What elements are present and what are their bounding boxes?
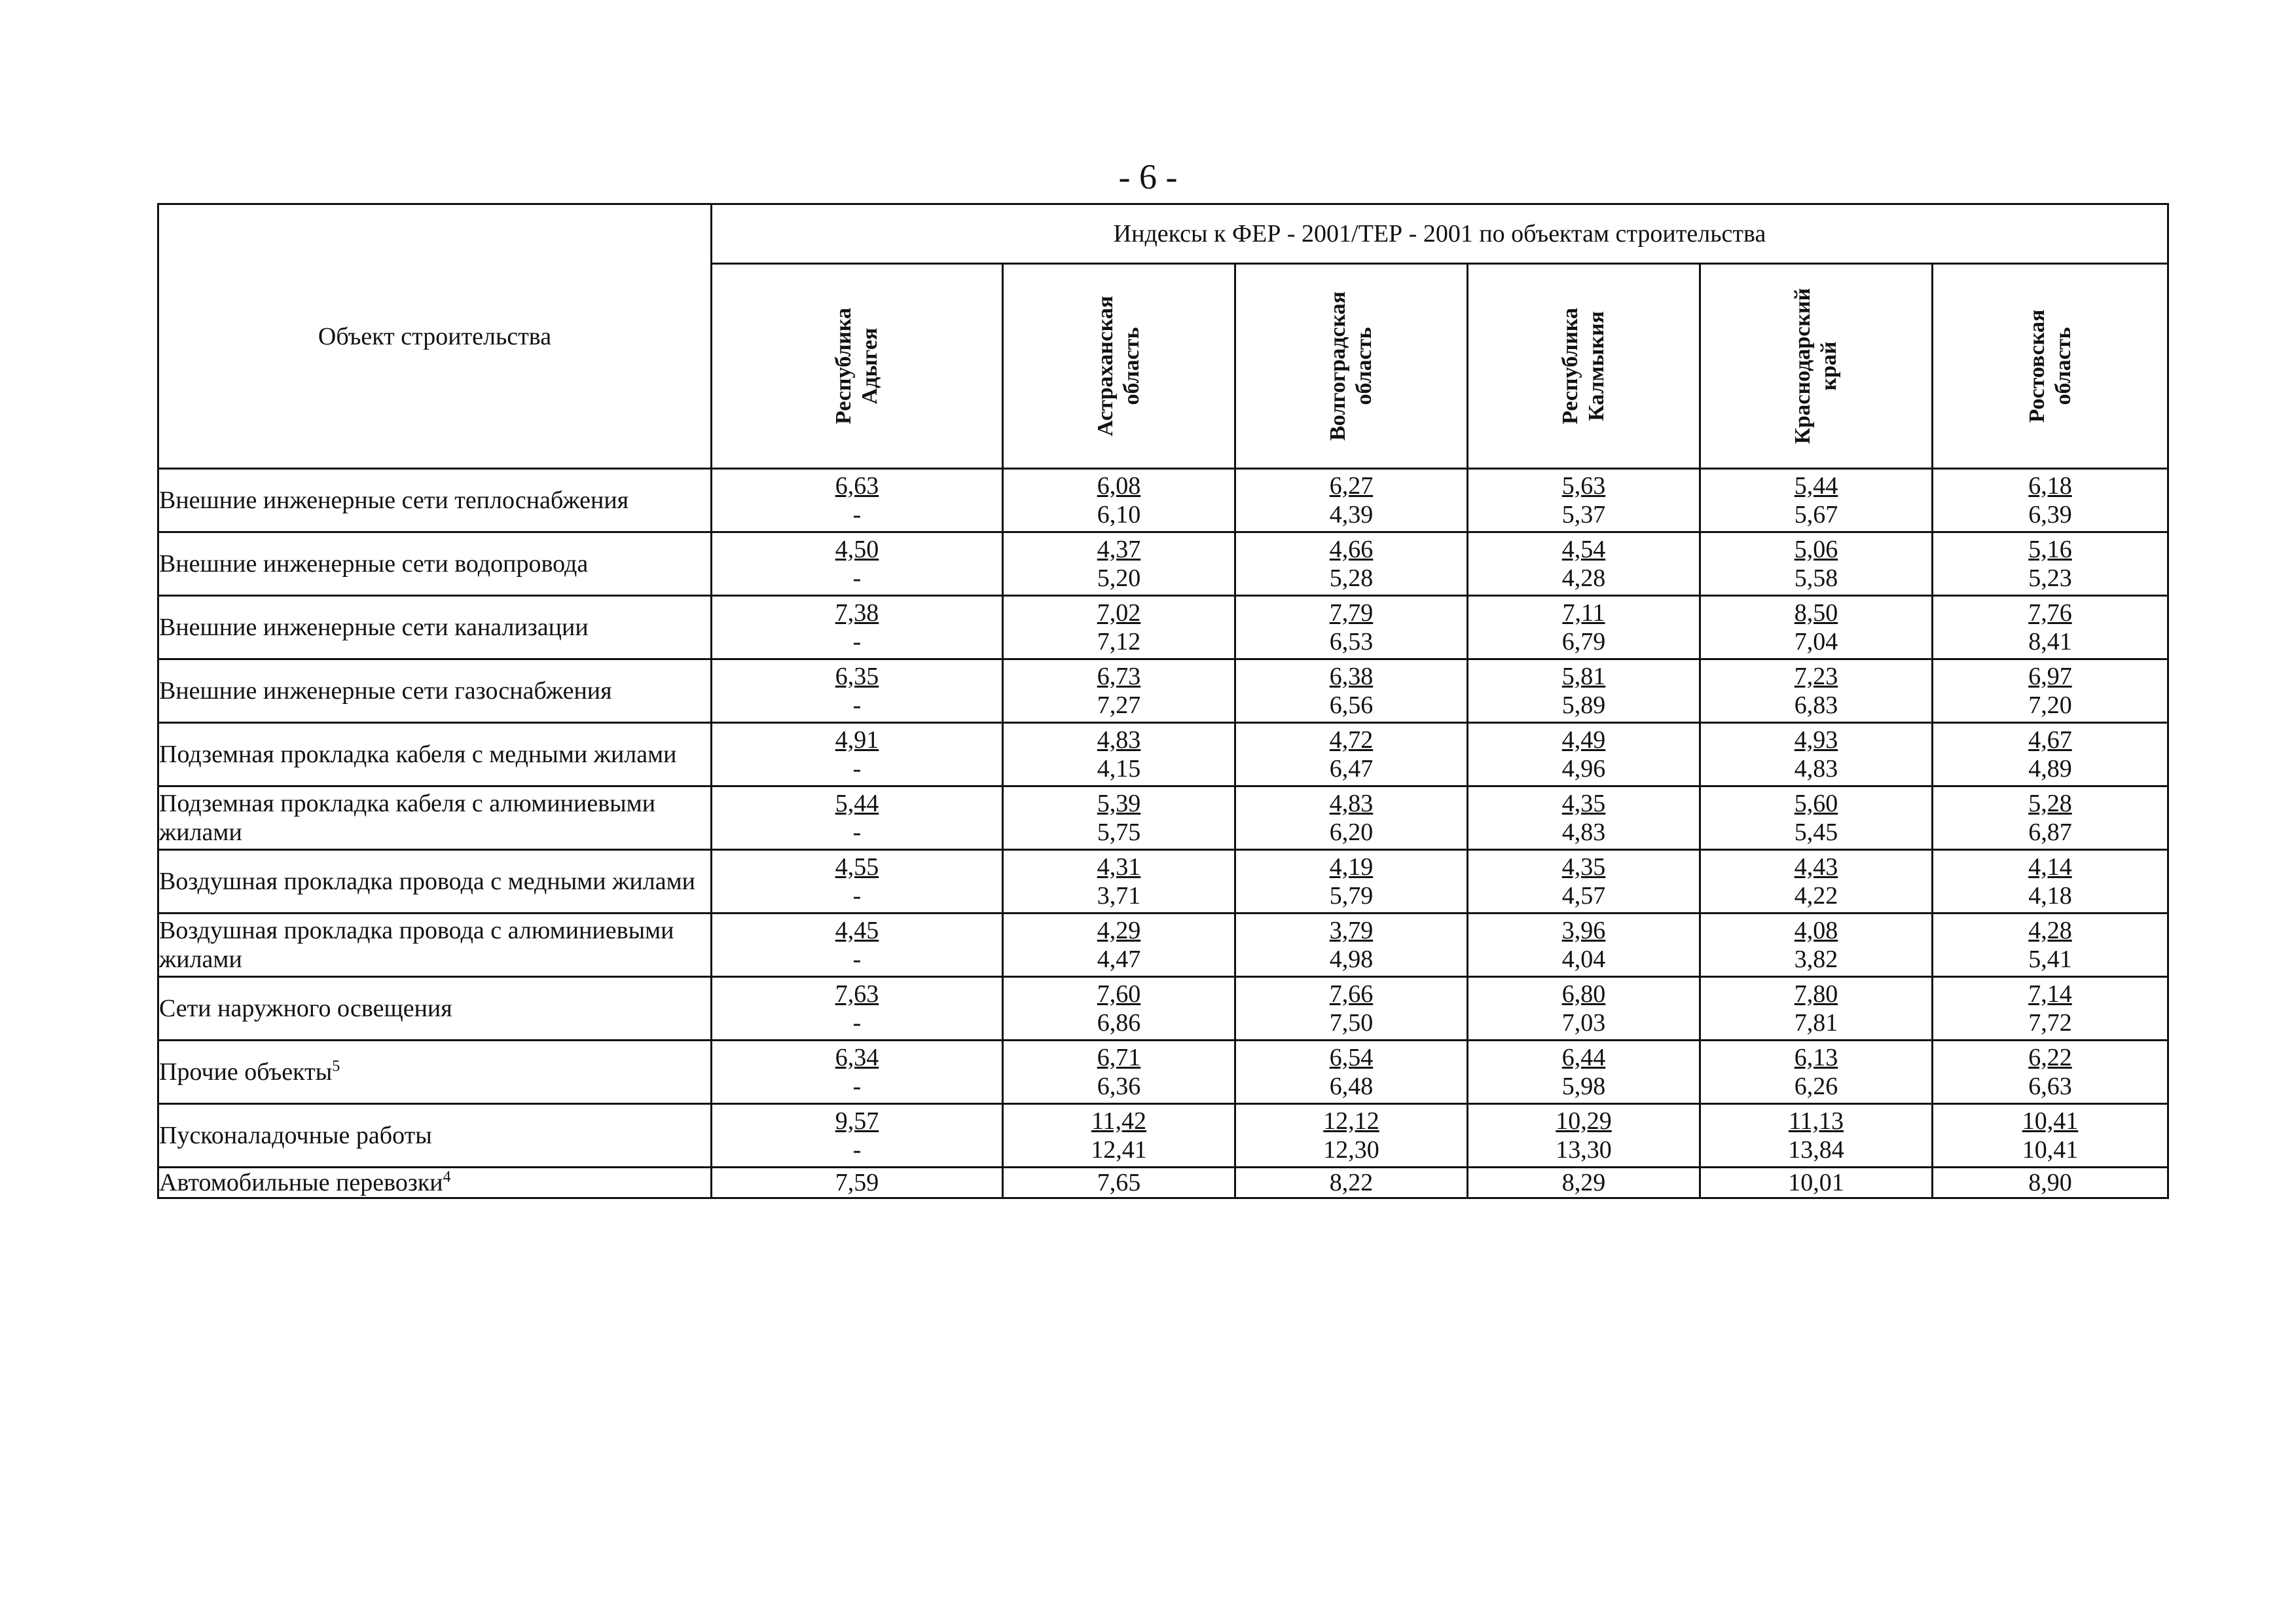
index-cell xyxy=(1003,723,1235,786)
table-row xyxy=(158,532,2168,596)
ter-index-value: - xyxy=(852,946,862,973)
ter-index-value: 10,41 xyxy=(2022,1136,2079,1164)
object-column-header xyxy=(158,204,712,469)
ter-index-value: 4,83 xyxy=(1794,755,1838,783)
fer-index-value: 8,50 xyxy=(1794,599,1838,627)
table-row xyxy=(158,1168,2168,1198)
index-cell xyxy=(1235,596,1468,659)
index-cell xyxy=(1468,1104,1700,1168)
index-cell xyxy=(1235,659,1468,723)
ter-index-value: 6,36 xyxy=(1097,1073,1141,1100)
fer-index-value: 6,38 xyxy=(1329,663,1374,690)
fer-index-value: 4,66 xyxy=(1329,536,1374,563)
footnote-mark: 5 xyxy=(332,1058,340,1075)
index-table xyxy=(157,203,2169,1199)
index-cell xyxy=(1700,1104,1933,1168)
index-cell xyxy=(1468,786,1700,850)
region-header-krasnodar xyxy=(1700,264,1933,469)
fer-index-value: 6,35 xyxy=(835,663,879,690)
ter-index-value: 7,03 xyxy=(1561,1009,1606,1037)
fer-index-value: 4,19 xyxy=(1329,853,1374,881)
object-name: Подземная прокладка кабеля с медными жилами xyxy=(159,741,677,768)
fer-index-value: 11,13 xyxy=(1788,1107,1844,1135)
object-name: Подземная прокладка кабеля с алюминиевыми жилами xyxy=(159,790,656,846)
object-name-cell xyxy=(158,532,712,596)
index-cell xyxy=(1468,1168,1700,1198)
index-cell xyxy=(712,977,1003,1041)
index-cell xyxy=(712,723,1003,786)
index-cell xyxy=(1700,596,1933,659)
ter-index-value: 6,48 xyxy=(1329,1073,1374,1100)
ter-index-value: 5,79 xyxy=(1329,882,1374,910)
ter-index-value: - xyxy=(852,882,862,910)
fer-index-value: 10,41 xyxy=(2022,1107,2079,1135)
index-cell xyxy=(1235,913,1468,977)
index-cell xyxy=(1700,469,1933,532)
index-cell xyxy=(1933,1104,2168,1168)
region-label: Республика Адыгея xyxy=(831,308,882,424)
index-value: 8,22 xyxy=(1329,1169,1374,1196)
index-cell xyxy=(1235,532,1468,596)
fer-index-value: 3,96 xyxy=(1561,917,1606,944)
index-cell xyxy=(1700,913,1933,977)
region-label: Республика Калмыкия xyxy=(1558,308,1609,424)
ter-index-value: 3,71 xyxy=(1097,882,1141,910)
fer-index-value: 4,67 xyxy=(2028,726,2072,754)
object-name-cell xyxy=(158,977,712,1041)
region-header-rostov xyxy=(1933,264,2168,469)
fer-index-value: 6,22 xyxy=(2028,1044,2072,1071)
fer-index-value: 4,55 xyxy=(835,853,879,881)
fer-index-value: 4,54 xyxy=(1561,536,1606,563)
index-cell xyxy=(1235,786,1468,850)
table-row xyxy=(158,1104,2168,1168)
index-cell xyxy=(1235,469,1468,532)
index-cell xyxy=(1933,532,2168,596)
object-name-cell xyxy=(158,469,712,532)
index-cell xyxy=(1003,913,1235,977)
ter-index-value: 4,39 xyxy=(1329,501,1374,528)
ter-index-value: 4,89 xyxy=(2028,755,2072,783)
fer-index-value: 7,76 xyxy=(2028,599,2072,627)
ter-index-value: 13,30 xyxy=(1556,1136,1612,1164)
fer-index-value: 4,37 xyxy=(1097,536,1141,563)
ter-index-value: - xyxy=(852,501,862,528)
index-cell xyxy=(1003,532,1235,596)
ter-index-value: 7,81 xyxy=(1794,1009,1838,1037)
index-cell xyxy=(1700,1168,1933,1198)
table-row xyxy=(158,659,2168,723)
fer-index-value: 5,81 xyxy=(1561,663,1606,690)
region-header-adygea xyxy=(712,264,1003,469)
fer-index-value: 4,93 xyxy=(1794,726,1838,754)
fer-index-value: 5,63 xyxy=(1561,472,1606,500)
fer-index-value: 4,14 xyxy=(2028,853,2072,881)
fer-index-value: 4,08 xyxy=(1794,917,1838,944)
fer-index-value: 7,60 xyxy=(1097,980,1141,1008)
object-name-cell xyxy=(158,913,712,977)
ter-index-value: - xyxy=(852,564,862,592)
object-name: Внешние инженерные сети канализации xyxy=(159,614,589,641)
fer-index-value: 3,79 xyxy=(1329,917,1374,944)
table-row xyxy=(158,850,2168,913)
ter-index-value: - xyxy=(852,1073,862,1100)
fer-index-value: 5,44 xyxy=(835,790,879,817)
ter-index-value: 7,20 xyxy=(2028,692,2072,719)
index-cell xyxy=(1468,977,1700,1041)
index-cell xyxy=(1468,469,1700,532)
ter-index-value: 5,41 xyxy=(2028,946,2072,973)
ter-index-value: 8,41 xyxy=(2028,628,2072,655)
index-cell xyxy=(712,786,1003,850)
index-cell xyxy=(1933,1041,2168,1104)
index-cell xyxy=(1933,723,2168,786)
ter-index-value: 5,75 xyxy=(1097,819,1141,846)
index-cell xyxy=(712,1041,1003,1104)
object-name-cell xyxy=(158,1168,712,1198)
index-cell xyxy=(1468,532,1700,596)
ter-index-value: 5,89 xyxy=(1561,692,1606,719)
footnote-mark: 4 xyxy=(443,1168,451,1186)
fer-index-value: 6,54 xyxy=(1329,1044,1374,1071)
region-label: Астраханская область xyxy=(1093,295,1144,437)
fer-index-value: 5,16 xyxy=(2028,536,2072,563)
ter-index-value: 5,67 xyxy=(1794,501,1838,528)
fer-index-value: 7,14 xyxy=(2028,980,2072,1008)
fer-index-value: 4,91 xyxy=(835,726,879,754)
table-row xyxy=(158,723,2168,786)
ter-index-value: 6,86 xyxy=(1097,1009,1141,1037)
object-name: Воздушная прокладка провода с алюминиевыми жилами xyxy=(159,917,674,973)
ter-index-value: 5,37 xyxy=(1561,501,1606,528)
fer-index-value: 4,28 xyxy=(2028,917,2072,944)
index-cell xyxy=(1235,977,1468,1041)
fer-index-value: 4,35 xyxy=(1561,790,1606,817)
fer-index-value: 7,23 xyxy=(1794,663,1838,690)
object-name-cell xyxy=(158,659,712,723)
ter-index-value: 12,30 xyxy=(1323,1136,1379,1164)
ter-index-value: 5,28 xyxy=(1329,564,1374,592)
index-cell xyxy=(1933,977,2168,1041)
ter-index-value: 4,15 xyxy=(1097,755,1141,783)
ter-index-value: 4,22 xyxy=(1794,882,1838,910)
page-number: - 6 - xyxy=(1118,157,1178,196)
table-row xyxy=(158,596,2168,659)
ter-index-value: 4,57 xyxy=(1561,882,1606,910)
index-cell xyxy=(1003,1168,1235,1198)
index-cell xyxy=(712,1104,1003,1168)
ter-index-value: 4,04 xyxy=(1561,946,1606,973)
object-name: Внешние инженерные сети газоснабжения xyxy=(159,677,612,705)
fer-index-value: 4,43 xyxy=(1794,853,1838,881)
ter-index-value: 7,27 xyxy=(1097,692,1141,719)
ter-index-value: 6,20 xyxy=(1329,819,1374,846)
region-header-volgograd xyxy=(1235,264,1468,469)
table-row xyxy=(158,469,2168,532)
index-cell xyxy=(1700,977,1933,1041)
ter-index-value: 6,63 xyxy=(2028,1073,2072,1100)
index-cell xyxy=(1933,596,2168,659)
ter-index-value: 6,26 xyxy=(1794,1073,1838,1100)
fer-index-value: 12,12 xyxy=(1323,1107,1379,1135)
index-cell xyxy=(1003,1104,1235,1168)
index-cell xyxy=(1235,850,1468,913)
ter-index-value: 6,56 xyxy=(1329,692,1374,719)
index-cell xyxy=(712,469,1003,532)
ter-index-value: 6,87 xyxy=(2028,819,2072,846)
ter-index-value: 5,45 xyxy=(1794,819,1838,846)
fer-index-value: 7,38 xyxy=(835,599,879,627)
fer-index-value: 4,72 xyxy=(1329,726,1374,754)
fer-index-value: 10,29 xyxy=(1556,1107,1612,1135)
index-cell xyxy=(712,596,1003,659)
ter-index-value: 4,18 xyxy=(2028,882,2072,910)
object-name-cell xyxy=(158,596,712,659)
ter-index-value: 6,47 xyxy=(1329,755,1374,783)
index-cell xyxy=(1933,1168,2168,1198)
index-cell xyxy=(712,913,1003,977)
fer-index-value: 5,44 xyxy=(1794,472,1838,500)
index-cell xyxy=(1003,977,1235,1041)
fer-index-value: 4,83 xyxy=(1097,726,1141,754)
index-value: 7,59 xyxy=(835,1169,879,1196)
ter-index-value: 5,23 xyxy=(2028,564,2072,592)
fer-index-value: 4,29 xyxy=(1097,917,1141,944)
index-cell xyxy=(1933,850,2168,913)
ter-index-value: 6,79 xyxy=(1561,628,1606,655)
object-name-cell xyxy=(158,1104,712,1168)
ter-index-value: 5,20 xyxy=(1097,564,1141,592)
index-cell xyxy=(1468,850,1700,913)
ter-index-value: 4,96 xyxy=(1561,755,1606,783)
object-name-cell xyxy=(158,786,712,850)
fer-index-value: 6,13 xyxy=(1794,1044,1838,1071)
table-row xyxy=(158,977,2168,1041)
region-header-astrakhan xyxy=(1003,264,1235,469)
object-name: Прочие объекты xyxy=(159,1058,333,1086)
index-cell xyxy=(1933,659,2168,723)
fer-index-value: 5,60 xyxy=(1794,790,1838,817)
ter-index-value: - xyxy=(852,1009,862,1037)
index-cell xyxy=(1468,596,1700,659)
fer-index-value: 6,08 xyxy=(1097,472,1141,500)
index-cell xyxy=(1003,469,1235,532)
region-label: Краснодарский край xyxy=(1791,287,1841,445)
fer-index-value: 5,06 xyxy=(1794,536,1838,563)
index-value: 8,90 xyxy=(2028,1169,2072,1196)
region-label: Ростовская область xyxy=(2024,309,2075,423)
index-cell xyxy=(712,659,1003,723)
index-cell xyxy=(1235,723,1468,786)
object-name: Сети наружного освещения xyxy=(159,995,452,1022)
fer-index-value: 4,83 xyxy=(1329,790,1374,817)
table-row xyxy=(158,913,2168,977)
ter-index-value: - xyxy=(852,819,862,846)
ter-index-value: 13,84 xyxy=(1788,1136,1844,1164)
table-row xyxy=(158,786,2168,850)
fer-index-value: 6,63 xyxy=(835,472,879,500)
ter-index-value: 6,39 xyxy=(2028,501,2072,528)
indices-group-header xyxy=(712,204,2168,264)
group-header-text: Индексы к ФЕР - 2001/ТЕР - 2001 по объектам строительства xyxy=(1113,220,1766,248)
object-name: Пусконаладочные работы xyxy=(159,1122,432,1149)
fer-index-value: 7,02 xyxy=(1097,599,1141,627)
index-value: 7,65 xyxy=(1097,1169,1141,1196)
ter-index-value: 4,83 xyxy=(1561,819,1606,846)
ter-index-value: 6,53 xyxy=(1329,628,1374,655)
object-name: Воздушная прокладка провода с медными жилами xyxy=(159,868,695,895)
fer-index-value: 6,44 xyxy=(1561,1044,1606,1071)
index-cell xyxy=(1003,659,1235,723)
table-row xyxy=(158,1041,2168,1104)
index-cell xyxy=(1700,723,1933,786)
fer-index-value: 6,73 xyxy=(1097,663,1141,690)
index-value: 10,01 xyxy=(1788,1169,1844,1196)
ter-index-value: 7,04 xyxy=(1794,628,1838,655)
fer-index-value: 4,49 xyxy=(1561,726,1606,754)
fer-index-value: 6,34 xyxy=(835,1044,879,1071)
ter-index-value: 5,58 xyxy=(1794,564,1838,592)
ter-index-value: 4,28 xyxy=(1561,564,1606,592)
index-cell xyxy=(1235,1168,1468,1198)
ter-index-value: 7,12 xyxy=(1097,628,1141,655)
object-name-cell xyxy=(158,723,712,786)
index-cell xyxy=(712,1168,1003,1198)
table-body xyxy=(158,469,2168,1198)
fer-index-value: 6,97 xyxy=(2028,663,2072,690)
fer-index-value: 6,18 xyxy=(2028,472,2072,500)
fer-index-value: 9,57 xyxy=(835,1107,879,1135)
index-cell xyxy=(1700,1041,1933,1104)
fer-index-value: 7,80 xyxy=(1794,980,1838,1008)
index-cell xyxy=(1700,532,1933,596)
fer-index-value: 4,50 xyxy=(835,536,879,563)
fer-index-value: 6,80 xyxy=(1561,980,1606,1008)
object-name: Автомобильные перевозки xyxy=(159,1169,443,1196)
object-name: Внешние инженерные сети теплоснабжения xyxy=(159,487,629,514)
index-cell xyxy=(1468,913,1700,977)
index-cell xyxy=(1468,723,1700,786)
ter-index-value: 12,41 xyxy=(1091,1136,1147,1164)
fer-index-value: 7,11 xyxy=(1562,599,1605,627)
ter-index-value: 6,10 xyxy=(1097,501,1141,528)
object-name-cell xyxy=(158,850,712,913)
fer-index-value: 6,71 xyxy=(1097,1044,1141,1071)
fer-index-value: 7,63 xyxy=(835,980,879,1008)
fer-index-value: 4,31 xyxy=(1097,853,1141,881)
index-cell xyxy=(1700,659,1933,723)
fer-index-value: 11,42 xyxy=(1091,1107,1147,1135)
ter-index-value: 5,98 xyxy=(1561,1073,1606,1100)
index-cell xyxy=(1700,786,1933,850)
object-name-cell xyxy=(158,1041,712,1104)
fer-index-value: 7,79 xyxy=(1329,599,1374,627)
fer-index-value: 5,39 xyxy=(1097,790,1141,817)
index-cell xyxy=(1235,1104,1468,1168)
index-cell xyxy=(1468,1041,1700,1104)
fer-index-value: 7,66 xyxy=(1329,980,1374,1008)
fer-index-value: 6,27 xyxy=(1329,472,1374,500)
index-cell xyxy=(1468,659,1700,723)
index-cell xyxy=(1003,1041,1235,1104)
ter-index-value: - xyxy=(852,755,862,783)
index-cell xyxy=(1235,1041,1468,1104)
index-cell xyxy=(1003,850,1235,913)
object-header-text: Объект строительства xyxy=(318,322,552,350)
region-label: Волгоградская область xyxy=(1326,291,1376,441)
index-value: 8,29 xyxy=(1561,1169,1606,1196)
index-cell xyxy=(1003,786,1235,850)
ter-index-value: 4,98 xyxy=(1329,946,1374,973)
table-header xyxy=(158,204,2168,469)
ter-index-value: - xyxy=(852,692,862,719)
region-header-kalmykia xyxy=(1468,264,1700,469)
fer-index-value: 4,45 xyxy=(835,917,879,944)
index-cell xyxy=(1700,850,1933,913)
index-cell xyxy=(1933,913,2168,977)
ter-index-value: 4,47 xyxy=(1097,946,1141,973)
fer-index-value: 4,35 xyxy=(1561,853,1606,881)
ter-index-value: 7,50 xyxy=(1329,1009,1374,1037)
ter-index-value: 3,82 xyxy=(1794,946,1838,973)
index-cell xyxy=(712,532,1003,596)
ter-index-value: 7,72 xyxy=(2028,1009,2072,1037)
index-cell xyxy=(712,850,1003,913)
ter-index-value: - xyxy=(852,1136,862,1164)
index-cell xyxy=(1933,786,2168,850)
object-name: Внешние инженерные сети водопровода xyxy=(159,550,589,578)
index-cell xyxy=(1933,469,2168,532)
ter-index-value: 6,83 xyxy=(1794,692,1838,719)
fer-index-value: 5,28 xyxy=(2028,790,2072,817)
ter-index-value: - xyxy=(852,628,862,655)
index-cell xyxy=(1003,596,1235,659)
